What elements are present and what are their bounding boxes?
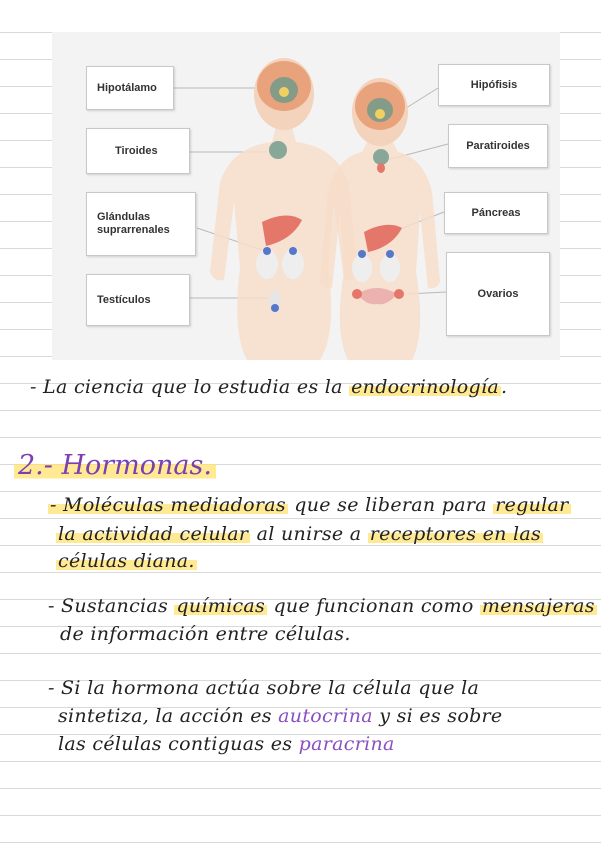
note-endocrinology <box>30 374 507 401</box>
note-p1-line2 <box>56 521 543 548</box>
note-text: - Sustancias <box>48 595 169 617</box>
note-text: - La ciencia que lo estudia es la <box>30 376 343 398</box>
highlight-receptors: receptores en las <box>369 523 542 545</box>
note-p1-line3 <box>56 548 197 575</box>
term-autocrine: autocrina <box>278 705 373 727</box>
term-paracrine: paracrina <box>298 733 395 755</box>
note-p3-line1: - Si la hormona actúa sobre la célula que la <box>48 677 480 699</box>
note-p3-line3 <box>58 731 395 758</box>
label-ovaries: Ovarios <box>446 252 550 336</box>
note-text: que funcionan como <box>273 595 474 617</box>
note-text: sintetiza, la acción es <box>58 705 272 727</box>
label-hypothalamus: Hipotálamo <box>86 66 174 110</box>
note-p3-line2 <box>58 703 502 730</box>
label-pancreas: Páncreas <box>444 192 548 234</box>
note-text: al unirse a <box>256 523 362 545</box>
note-text: y si es sobre <box>379 705 503 727</box>
period: . <box>500 376 508 398</box>
label-thyroid: Tiroides <box>86 128 190 174</box>
highlight-cell-activity: la actividad celular <box>58 523 249 545</box>
note-text: las células contiguas es <box>58 733 293 755</box>
note-p2-line1 <box>48 593 597 620</box>
label-pituitary: Hipófisis <box>438 64 550 106</box>
note-p2-line2: de información entre células. <box>60 623 351 645</box>
label-parathyroid: Paratiroides <box>448 124 548 168</box>
highlight-chemical: químicas <box>176 595 266 617</box>
highlight-target-cells: células diana. <box>58 550 195 572</box>
section-heading-hormones <box>14 450 216 481</box>
highlight-messengers: mensajeras <box>481 595 595 617</box>
highlight-regulate: regular <box>495 494 569 516</box>
female-body <box>320 78 440 360</box>
label-testes: Testículos <box>86 274 190 326</box>
highlight-molecules: - Moléculas mediadoras <box>50 494 286 516</box>
highlight-endocrinology: endocrinología <box>351 376 499 398</box>
label-adrenal-glands: Glándulas suprarrenales <box>86 192 196 256</box>
note-text: que se liberan para <box>294 494 487 516</box>
note-p1-line1 <box>48 492 571 519</box>
heading-text: 2.- Hormonas. <box>14 450 216 481</box>
endocrine-diagram <box>52 32 560 360</box>
